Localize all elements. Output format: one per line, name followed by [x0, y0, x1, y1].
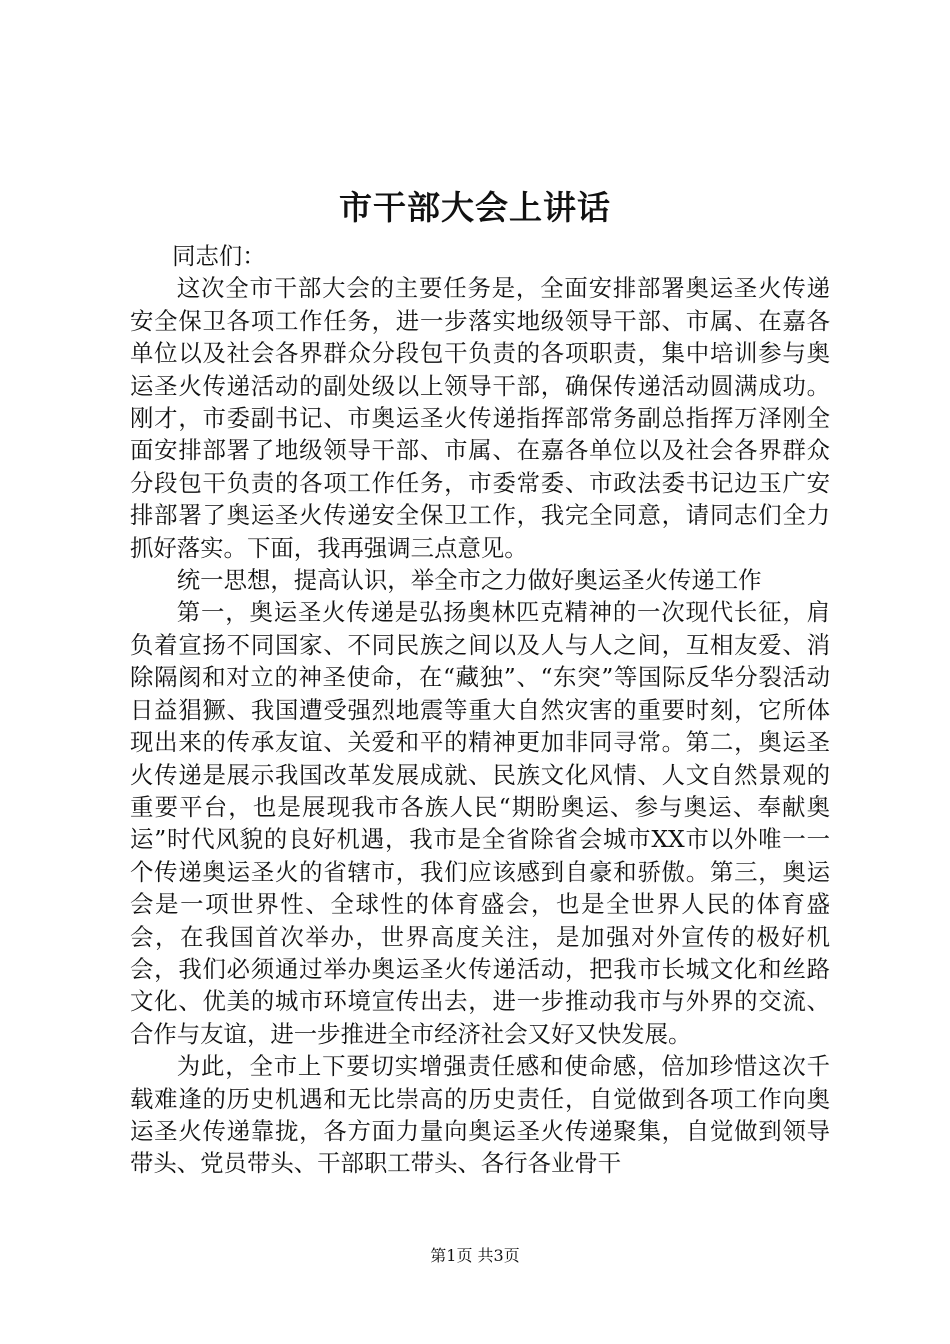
body-paragraph: 为此，全市上下要切实增强责任感和使命感，倍加珍惜这次千载难逢的历史机遇和无比崇高的历史责任，自觉做到各项工作向奥运圣火传递靠拢，各方面力量向奥运圣火传递聚集，自觉做到领导带头、党员带头、干部职工带头、各行各业骨干	[130, 1052, 830, 1178]
body-paragraph: 第一，奥运圣火传递是弘扬奥林匹克精神的一次现代长征，肩负着宣扬不同国家、不同民族之间以及人与人之间，互相友爱、消除隔阂和对立的神圣使命，在“藏独”、“东突”等国际反华分裂活动日益猖獗、我国遭受强烈地震等重大自然灾害的重要时刻，它所体现出来的传承友谊、关爱和平的精神更加非同寻常。第二，奥运圣火传递是展示我国改革发展成就、民族文化风情、人文自然景观的重要平台，也是展现我市各族人民“期盼奥运、参与奥运、奉献奥运”时代风貌的良好机遇，我市是全省除省会城市XX市以外唯一一个传递奥运圣火的省辖市，我们应该感到自豪和骄傲。第三，奥运会是一项世界性、全球性的体育盛会，也是全世界人民的体育盛会，在我国首次举办，世界高度关注，是加强对外宣传的极好机会，我们必须通过举办奥运圣火传递活动，把我市长城文化和丝路文化、优美的城市环境宣传出去，进一步推动我市与外界的交流、合作与友谊，进一步推进全市经济社会又好又快发展。	[130, 598, 830, 1048]
section-heading-paragraph: 统一思想，提高认识，举全市之力做好奥运圣火传递工作	[176, 566, 762, 595]
page-footer: 第1页 共3页	[430, 1246, 520, 1265]
salutation-paragraph: 同志们：	[172, 242, 266, 270]
document-body	[130, 240, 830, 1180]
intro-paragraph: 这次全市干部大会的主要任务是，全面安排部署奥运圣火传递安全保卫各项工作任务，进一步落实地级领导干部、市属、在嘉各单位以及社会各界群众分段包干负责的各项职责，集中培训参与奥运圣火传递活动的副处级以上领导干部，确保传递活动圆满成功。刚才，市委副书记、市奥运圣火传递指挥部常务副总指挥万泽刚全面安排部署了地级领导干部、市属、在嘉各单位以及社会各界群众分段包干负责的各项工作任务，市委常委、市政法委书记边玉广安排部署了奥运圣火传递安全保卫工作，我完全同意，请同志们全力抓好落实。下面，我再强调三点意见。	[130, 274, 830, 562]
document-title: 市干部大会上讲话	[339, 188, 611, 227]
